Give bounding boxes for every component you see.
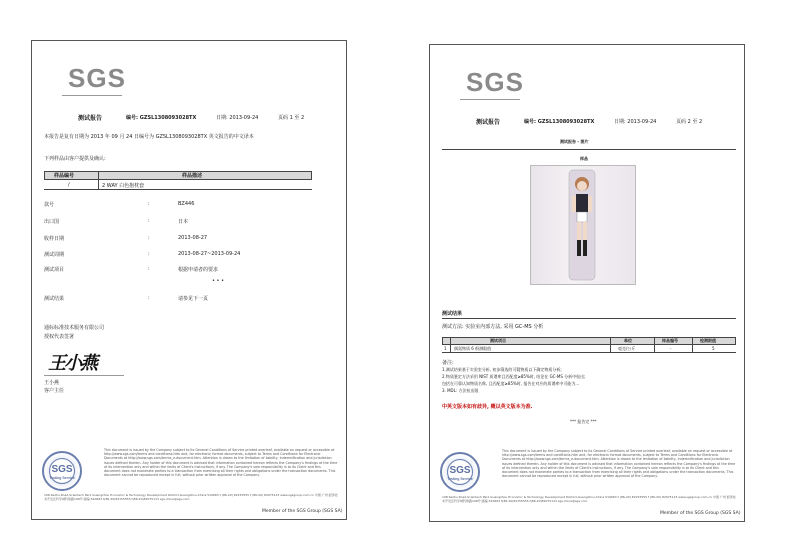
sample-table-header [44,171,312,180]
note-2-cont: 包括在可靠认知物质名称, 且匹配度≥85%时, 报告在对应的质谱库中可能为... [442,381,580,386]
header-rule [442,149,736,150]
sgs-logo: SGS [466,67,524,97]
row-index: 1 [444,346,447,351]
field-colon: : [148,218,150,224]
sgs-testing-stamp [440,452,480,492]
field-label-period: 测试周期 [44,252,65,258]
table-bottom [44,189,312,190]
note-3: 3. MDL: 方法检出限 [442,388,479,393]
client-line: 下列样品由客户提供及确认: [44,156,106,162]
result-value: 请参见下一页 [178,296,209,302]
company-line: 通标标准技术服务有限公司 [44,325,105,331]
fine-print: This document is issued by the Company subject to its General Conditions of Service printed overleaf, available on request or accessible at http://www.sgs.com/terms and conditions.htm and, for electronic format documents, subject to Terms and Conditions for Electronic Documents at http://www.sgs.com/terms_e-document.htm. Attention is drawn to the limitation of liability, indemnification and jurisdiction issues defined therein. Any holder of this document is advised that information contained hereon reflects the Company's findings at the time of its intervention only and within the limits of Client's instructions, if any. The Company's sole responsibility is to its Client and this document does not exonerate parties to a transaction from exercising all their rights and obligations under the transaction documents. This document cannot be reproduced except in full, without prior written approval of the Company. [104,448,338,478]
notes-label: 备注: [442,360,454,366]
field-value-style: BZ446 [178,201,195,207]
field-label-received: 收样日期 [44,236,65,242]
address-line: 198 Kezhu Road,Scientech Park Guangzhou Economic & Technology Development District,Guangzhou,China 510663 t (86-20) 82155555 f (86-20) 82075113 www.sgsgroup.com.cn 中国·广州·经济技术开发区科学城科珠路198号 邮编:510663 t(86-20)82155555 f(86-20)82075113 sgs.china@sgs.com [442,495,736,504]
signer-role: 客户主任 [44,388,65,394]
pillow-figure-icon [531,166,635,284]
page-number: 页码 2 至 2 [676,119,703,125]
stamp-caption: Testing Service [447,477,473,481]
sgs-testing-stamp [42,451,82,491]
signature-line [44,375,124,376]
stamp-logo: SGS [51,464,73,475]
field-colon: : [148,235,150,241]
report-title: 测试报告 [476,119,501,126]
field-colon: : [148,251,150,257]
dots: • • • [212,278,225,284]
signer-title: 授权代表签署 [44,334,75,340]
signer-name: 王小燕 [44,380,60,386]
fine-print: This document is issued by the Company subject to its General Conditions of Service printed overleaf, available on request or accessible at http://www.sgs.com/terms and conditions.htm and, for electronic format documents, subject to Terms and Conditions for Electronic Documents at http://www.sgs.com/terms_e-document.htm. Attention is drawn to the limitation of liability, indemnification and jurisdiction issues defined therein. Any holder of this document is advised that information contained hereon reflects the Company's findings at the time of its intervention only and within the limits of Client's instructions, if any. The Company's sole responsibility is to its Client and this document does not exonerate parties to a transaction from exercising all their rights and obligations under the transaction documents. This document cannot be reproduced except in full, without prior written approval of the Company. [502,449,736,479]
language-note: 中英文版本如有歧异, 概以英文版本为准. [442,404,533,410]
end-of-report: *** 报告完 *** [570,419,597,424]
logo-underline [460,99,520,100]
field-value-country: 日本 [178,219,189,225]
row-sample-desc: 2 WAY 白色抱枕套 [102,183,145,189]
col-limit: 检测限值 [700,338,716,343]
report-date: 日期: 2013-09-24 [216,115,259,121]
stamp-caption: Testing Service [49,476,75,480]
note-1: 1.测试结果基于实验室分析, 初步筛选的可疑物质以下确定物质分析; [442,367,562,372]
col-test-item: 测试项目 [490,338,506,343]
header-sample-desc: 样品描述 [182,173,203,179]
field-label-items: 测试项目 [44,267,65,273]
report-title: 测试报告 [78,115,103,122]
result-table-bottom [442,352,736,353]
sgs-logo: SGS [68,63,126,93]
header-sample-no: 样品编号 [54,173,75,179]
row-sample-no: / [68,182,70,188]
report-page-1: SGS 测试报告 编号: GZSL1308093028TX 日期: 2013-09-24 页码 1 至 2 本报告是复有日期为 2013 年 09 月 24 日编号为 GZSL1308093028TX 英文报告的中文译本 下列样品由客户提供及确认: 样品编号 样品描述 / 2 WAY 白色抱枕套 款号 : BZ446 出口国 : 日本 收样日期 : 2013-08-27 测试周期 : 2013-08-27~2013-09-24 测试项目 : 根据申请者的要求 • • • 测试结果 : 请参见下一页 通标标准技术服务有限公司 授权代表签署 王小燕 王小燕 客户主任 SGS Testing Service This document is issued by the Company subject to its General Conditions of Service printed overleaf, available on request or accessible at http://www.sgs.com/terms and conditions.htm and, for electronic format documents, subject to Terms and Conditions for Electronic Documents at http://www.sgs.com/terms_e-document.htm. Attention is drawn to the limitation of liability, indemnification and jurisdiction issues defined therein. Any holder of this document is advised that information contained hereon reflects the Company's findings at the time of its intervention only and within the limits of Client's instructions, if any. The Company's sole responsibility is to its Client and this document does not exonerate parties to a transaction from exercising all their rights and obligations under the transaction documents. This document cannot be reproduced except in full, without prior written approval of the Company. 198 Kezhu Road,Scientech Park Guangzhou Economic & Technology Development District,Guangzhou,China 510663 t (86-20) 82155555 f (86-20) 82075113 www.sgsgroup.com.cn 中国·广州·经济技术开发区科学城科珠路198号 邮编:510663 t(86-20)82155555 f(86-20)82075113 sgs.china@sgs.com Member of the SGS Group (SGS SA) [31,40,347,520]
result-rule [442,318,736,319]
field-label-country: 出口国 [44,219,60,225]
field-value-period: 2013-08-27~2013-09-24 [178,251,241,257]
field-label-style: 款号 [44,202,55,208]
signature: 王小燕 [48,353,96,374]
note-2: 2.物质鉴定方法采用 NIST 质谱库且匹配度≥85%时, 结论在 GC-MS 分析中检出; [442,374,586,379]
field-value-items: 根据申请者的要求 [178,267,219,273]
row-test-item: 偶氮物质 6 粉测限值 [454,346,492,351]
row-unit: 毫克/公斤 [618,346,636,351]
report-number: 编号: GZSL1308093028TX [126,115,197,121]
intro-text: 本报告是复有日期为 2013 年 09 月 24 日编号为 GZSL1308093028TX 英文报告的中文译本 [44,134,254,140]
test-method: 测试方法: 实验室内部方法, 采用 GC-MS 分析 [442,324,544,330]
col-unit: 单位 [624,338,632,343]
member-of-sgs: Member of the SGS Group (SGS SA) [660,511,741,516]
field-value-received: 2013-08-27 [178,235,208,241]
report-page-2 [429,44,745,522]
logo-underline [62,95,122,96]
result-heading: 测试结果 [442,311,463,317]
row-result: - [670,346,672,351]
report-date: 日期: 2013-09-24 [614,119,657,125]
page-number: 页码 1 至 2 [278,115,305,121]
field-colon: : [148,201,150,207]
field-colon: : [148,266,150,272]
table-divider [98,171,99,190]
result-label: 测试结果 [44,296,65,302]
report-number: 编号: GZSL1308093028TX [524,119,595,125]
photo-header: 测试报告 - 图片 [560,139,589,144]
member-of-sgs: Member of the SGS Group (SGS SA) [262,509,343,514]
stamp-logo: SGS [449,465,471,476]
address-line: 198 Kezhu Road,Scientech Park Guangzhou Economic & Technology Development District,Guangzhou,China 510663 t (86-20) 82155555 f (86-20) 82075113 www.sgsgroup.com.cn 中国·广州·经济技术开发区科学城科珠路198号 邮编:510663 t(86-20)82155555 f(86-20)82075113 sgs.china@sgs.com [44,493,338,502]
col-sample-no: 样品编号 [662,338,678,343]
sample-label: 样品 [580,156,588,161]
sample-photo [530,165,636,285]
row-limit: 5 [712,346,715,351]
